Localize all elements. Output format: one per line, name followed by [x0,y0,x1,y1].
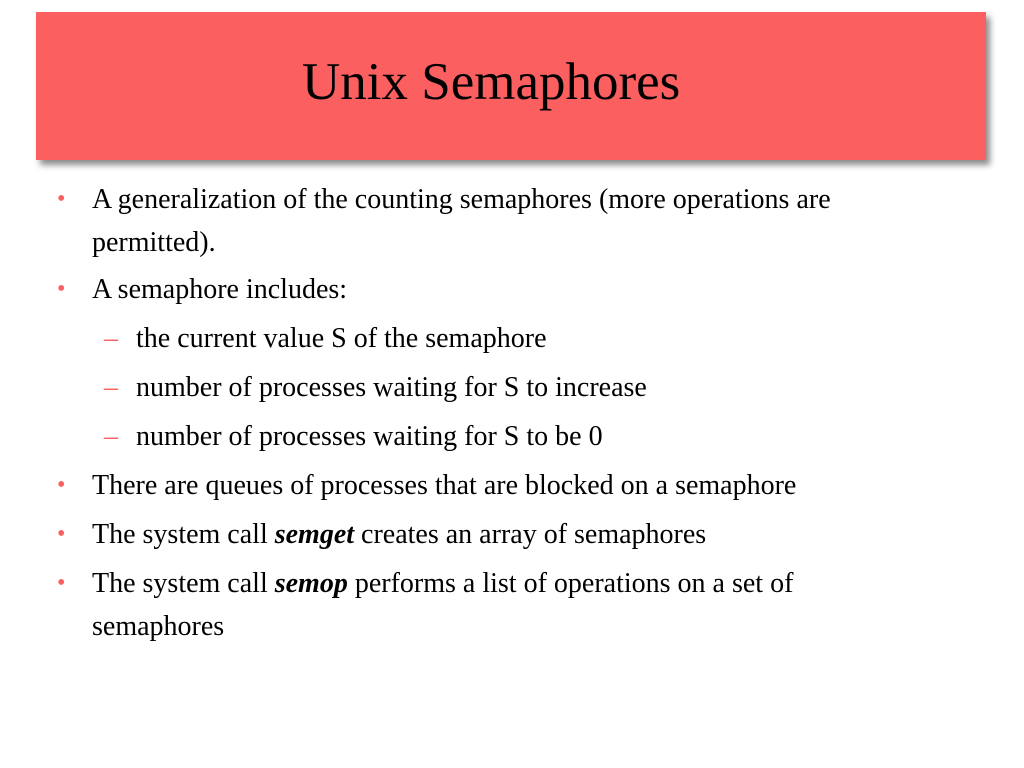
bullet-text: permitted). [92,227,216,258]
bullet-text: semaphores [92,611,225,642]
command-name-semget: semget [274,519,355,550]
bullet-marker: • [57,186,66,212]
sub-bullet-marker: – [104,372,118,403]
bullet-text: A semaphore includes: [92,274,348,305]
sub-bullet-text: the current value S of the semaphore [136,323,547,354]
bullet-text [92,513,706,556]
bullet-text-lead: The system call [92,568,275,599]
bullet-text-tail: creates an array of semaphores [354,519,707,550]
bullet-text: There are queues of processes that are blocked on a semaphore [92,470,797,501]
bullet-marker: • [57,521,66,547]
slide-title: Unix Semaphores [302,53,681,111]
bullet-text-lead: The system call [92,519,275,550]
bullet-text: A generalization of the counting semaphores (more operations are [92,184,831,215]
bullet-marker: • [57,276,66,302]
command-name-semop: semop [274,568,348,599]
bullet-text [92,562,793,605]
sub-bullet-marker: – [104,323,118,354]
bullet-marker: • [57,570,66,596]
bullet-text-tail: performs a list of operations on a set of [347,568,794,599]
sub-bullet-text: number of processes waiting for S to be 0 [136,421,603,452]
sub-bullet-marker: – [104,421,118,452]
sub-bullet-text: number of processes waiting for S to increase [136,372,647,403]
bullet-marker: • [57,472,66,498]
